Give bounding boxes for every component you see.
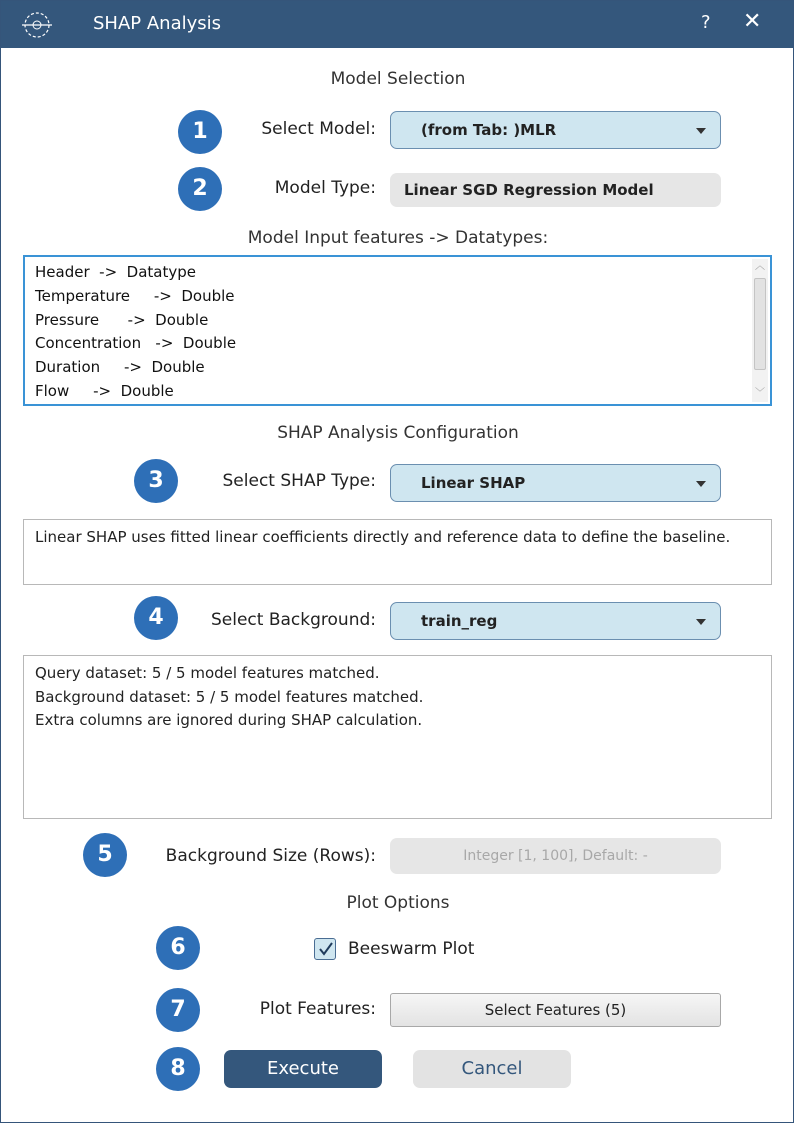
- model-input-features-title: Model Input features -> Datatypes:: [247, 228, 549, 248]
- execute-button[interactable]: Execute: [224, 1050, 382, 1088]
- plot-features-label: Plot Features:: [259, 999, 376, 1019]
- select-features-button[interactable]: Select Features (5): [390, 993, 721, 1027]
- title-bar: [1, 1, 793, 48]
- select-background-dropdown[interactable]: [390, 602, 721, 640]
- model-features-list[interactable]: [23, 255, 772, 406]
- scroll-up-icon[interactable]: ︿: [755, 261, 765, 272]
- model-selection-title: Model Selection: [330, 69, 466, 89]
- chevron-down-icon: [696, 128, 706, 134]
- close-button[interactable]: ✕: [743, 9, 762, 34]
- select-background-value: train_reg: [421, 612, 498, 630]
- beeswarm-checkbox[interactable]: [314, 938, 336, 960]
- chevron-down-icon: [696, 619, 706, 625]
- background-size-label: Background Size (Rows):: [165, 846, 376, 866]
- checkmark-icon: [317, 940, 335, 958]
- step-badge-6: 6: [156, 926, 200, 970]
- model-type-value: Linear SGD Regression Model: [390, 173, 721, 207]
- scrollbar-thumb[interactable]: [754, 278, 766, 370]
- step-badge-2: 2: [178, 167, 222, 211]
- list-item: Header -> Datatype: [35, 263, 196, 281]
- window-title: SHAP Analysis: [93, 13, 222, 34]
- list-item: Concentration -> Double: [35, 334, 237, 353]
- chevron-down-icon: [696, 481, 706, 487]
- match-info-line: Extra columns are ignored during SHAP calculation.: [35, 711, 423, 729]
- select-shap-type-label: Select SHAP Type:: [222, 471, 376, 491]
- list-item: Temperature -> Double: [35, 286, 235, 305]
- step-badge-1: 1: [178, 110, 222, 154]
- select-shap-type-value: Linear SHAP: [421, 474, 526, 492]
- step-badge-8: 8: [156, 1047, 200, 1091]
- match-info-line: Query dataset: 5 / 5 model features matched.: [35, 664, 380, 682]
- feature-match-info: [23, 655, 772, 819]
- match-info-line: Background dataset: 5 / 5 model features matched.: [35, 687, 424, 706]
- shap-config-title: SHAP Analysis Configuration: [277, 423, 519, 443]
- background-size-input[interactable]: Integer [1, 100], Default: -: [390, 838, 721, 874]
- list-item: Pressure -> Double: [35, 310, 209, 329]
- model-type-label: Model Type:: [274, 178, 376, 198]
- shap-type-description: Linear SHAP uses fitted linear coefficients directly and reference data to define the baseline.: [23, 519, 772, 585]
- list-item: Flow -> Double: [35, 381, 174, 400]
- step-badge-7: 7: [156, 988, 200, 1032]
- plot-options-title: Plot Options: [346, 893, 450, 913]
- select-model-label: Select Model:: [261, 119, 376, 139]
- step-badge-4: 4: [134, 596, 178, 640]
- beeswarm-label: Beeswarm Plot: [348, 939, 475, 959]
- select-model-dropdown[interactable]: [390, 111, 721, 149]
- select-shap-type-dropdown[interactable]: [390, 464, 721, 502]
- features-scrollbar[interactable]: [752, 259, 768, 402]
- scroll-down-icon[interactable]: ﹀: [755, 388, 765, 399]
- select-model-value: (from Tab: )MLR: [421, 121, 557, 139]
- select-background-label: Select Background:: [211, 610, 376, 630]
- list-item: Duration -> Double: [35, 358, 205, 377]
- app-logo-icon: [21, 9, 53, 41]
- step-badge-3: 3: [134, 459, 178, 503]
- step-badge-5: 5: [83, 833, 127, 877]
- cancel-button[interactable]: Cancel: [413, 1050, 571, 1088]
- help-button[interactable]: ?: [701, 12, 711, 33]
